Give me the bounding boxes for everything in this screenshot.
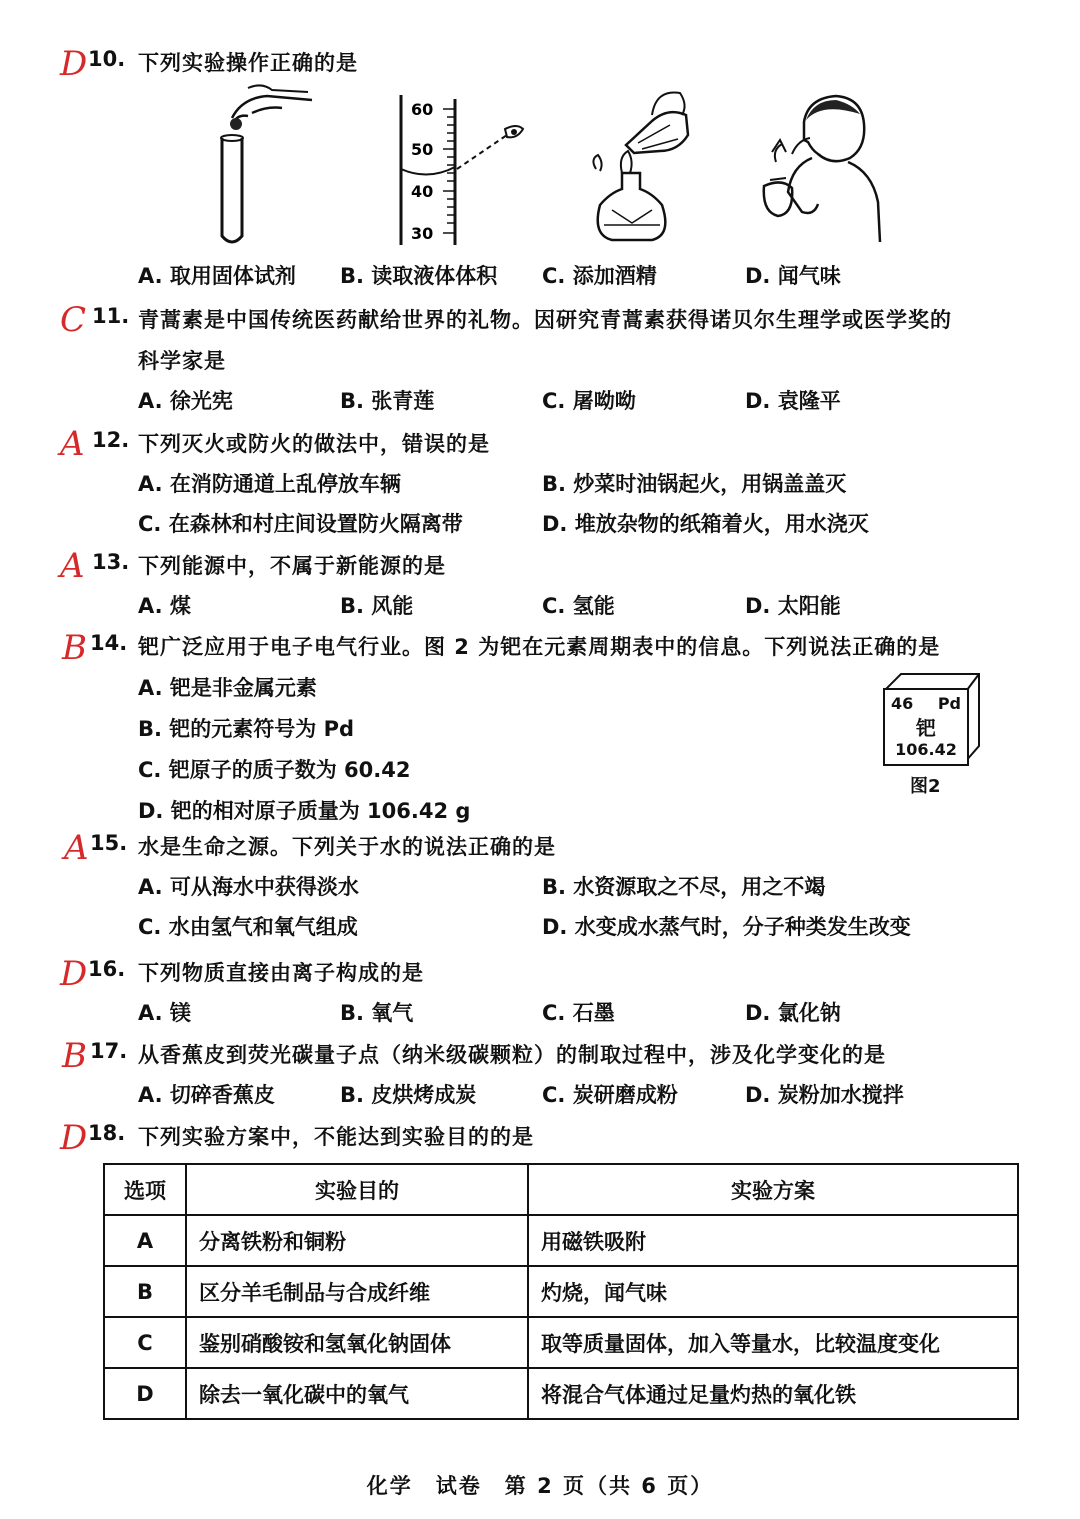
option-c: C. 氢能	[542, 594, 615, 618]
option-b: B. 氧气	[340, 1001, 414, 1025]
tick-label: 30	[411, 224, 434, 243]
option-b: B. 炒菜时油锅起火，用锅盖盖灭	[542, 472, 847, 496]
option-b: B. 水资源取之不尽，用之不竭	[542, 875, 826, 899]
option-d: D. 钯的相对原子质量为 106.42 g	[138, 799, 471, 823]
option-d: D. 炭粉加水搅拌	[745, 1083, 904, 1107]
question-stem: 下列实验操作正确的是	[138, 51, 358, 75]
figure-caption: 图2	[910, 776, 941, 797]
header-option: 选项	[104, 1164, 186, 1215]
element-cell	[883, 688, 969, 766]
answer-mark-q14: B	[62, 628, 87, 668]
option-c: C. 钯原子的质子数为 60.42	[138, 758, 411, 782]
answer-mark-q17: B	[62, 1036, 87, 1076]
question-stem-cont: 科学家是	[138, 349, 226, 373]
row-purpose: 鉴别硝酸铵和氢氧化钠固体	[186, 1317, 528, 1368]
option-b: B. 风能	[340, 594, 414, 618]
table-row	[104, 1368, 1018, 1419]
question-number: 12.	[92, 428, 130, 452]
figure-smelling-gas	[752, 92, 887, 247]
question-number: 18.	[88, 1121, 126, 1145]
header-purpose: 实验目的	[186, 1164, 528, 1215]
answer-mark-q16: D	[60, 954, 88, 994]
option-c: C. 屠呦呦	[542, 389, 636, 413]
option-a: A. 钯是非金属元素	[138, 676, 317, 700]
header-plan: 实验方案	[528, 1164, 1018, 1215]
option-a: A. 煤	[138, 594, 191, 618]
option-d: D. 氯化钠	[745, 1001, 841, 1025]
option-d: D. 袁隆平	[745, 389, 841, 413]
answer-mark-q10: D	[60, 44, 88, 84]
answer-mark-q18: D	[60, 1118, 88, 1158]
option-c: C. 炭研磨成粉	[542, 1083, 678, 1107]
option-c: C. 添加酒精	[542, 264, 657, 288]
question-stem: 水是生命之源。下列关于水的说法正确的是	[138, 835, 556, 859]
answer-mark-q15: A	[64, 828, 89, 868]
question-stem: 下列灭火或防火的做法中，错误的是	[138, 432, 490, 456]
question-number: 17.	[90, 1039, 128, 1063]
question-stem: 钯广泛应用于电子电气行业。图 2 为钯在元素周期表中的信息。下列说法正确的是	[138, 635, 941, 659]
tick-label: 40	[411, 182, 434, 201]
question-number: 16.	[88, 957, 126, 981]
row-plan: 将混合气体通过足量灼热的氧化铁	[528, 1368, 1018, 1419]
option-d: D. 堆放杂物的纸箱着火，用水浇灭	[542, 512, 869, 536]
tick-label: 50	[411, 140, 434, 159]
figure-alcohol-lamp	[582, 85, 702, 245]
option-c: C. 在森林和村庄间设置防火隔离带	[138, 512, 463, 536]
option-a: A. 可从海水中获得淡水	[138, 875, 359, 899]
answer-mark-q11: C	[60, 300, 87, 340]
row-purpose: 分离铁粉和铜粉	[186, 1215, 528, 1266]
row-purpose: 区分羊毛制品与合成纤维	[186, 1266, 528, 1317]
element-symbol: Pd	[937, 694, 961, 713]
table-row	[104, 1215, 1018, 1266]
row-plan: 灼烧，闻气味	[528, 1266, 1018, 1317]
row-plan: 取等质量固体，加入等量水，比较温度变化	[528, 1317, 1018, 1368]
question-stem: 从香蕉皮到荧光碳量子点（纳米级碳颗粒）的制取过程中，涉及化学变化的是	[138, 1043, 886, 1067]
row-purpose: 除去一氧化碳中的氧气	[186, 1368, 528, 1419]
row-option: B	[104, 1266, 186, 1317]
question-stem: 青蒿素是中国传统医药献给世界的礼物。因研究青蒿素获得诺贝尔生理学或医学奖的	[138, 308, 952, 332]
row-option: D	[104, 1368, 186, 1419]
row-plan: 用磁铁吸附	[528, 1215, 1018, 1266]
question-number: 11.	[92, 304, 130, 328]
option-b: B. 皮烘烤成炭	[340, 1083, 477, 1107]
figure-graduated-cylinder	[395, 95, 535, 245]
table-header-row	[104, 1164, 1018, 1215]
option-b: B. 读取液体体积	[340, 264, 498, 288]
question-number: 14.	[90, 631, 128, 655]
question-stem: 下列物质直接由离子构成的是	[138, 961, 424, 985]
option-c: C. 石墨	[542, 1001, 615, 1025]
option-c: C. 水由氢气和氧气组成	[138, 915, 358, 939]
question-number: 10.	[88, 47, 126, 71]
row-option: C	[104, 1317, 186, 1368]
option-a: A. 镁	[138, 1001, 191, 1025]
table-row	[104, 1317, 1018, 1368]
option-d: D. 水变成水蒸气时，分子种类发生改变	[542, 915, 911, 939]
option-d: D. 太阳能	[745, 594, 841, 618]
option-a: A. 切碎香蕉皮	[138, 1083, 275, 1107]
question-number: 13.	[92, 550, 130, 574]
question-stem: 下列能源中，不属于新能源的是	[138, 554, 446, 578]
question-number: 15.	[90, 831, 128, 855]
option-b: B. 钯的元素符号为 Pd	[138, 717, 355, 741]
page-footer: 化学 试卷 第 2 页（共 6 页）	[366, 1474, 714, 1498]
atomic-mass: 106.42	[895, 740, 957, 759]
answer-mark-q12: A	[60, 424, 85, 464]
tick-label: 60	[411, 100, 434, 119]
question-stem: 下列实验方案中，不能达到实验目的的是	[138, 1125, 534, 1149]
option-a: A. 在消防通道上乱停放车辆	[138, 472, 401, 496]
option-b: B. 张青莲	[340, 389, 435, 413]
experiment-table	[103, 1163, 1019, 1420]
answer-mark-q13: A	[60, 546, 85, 586]
element-name: 钯	[916, 716, 936, 740]
row-option: A	[104, 1215, 186, 1266]
option-d: D. 闻气味	[745, 264, 841, 288]
option-a: A. 徐光宪	[138, 389, 233, 413]
option-a: A. 取用固体试剂	[138, 264, 296, 288]
table-row	[104, 1266, 1018, 1317]
figure-solid-reagent	[212, 78, 322, 248]
atomic-number: 46	[891, 694, 914, 713]
